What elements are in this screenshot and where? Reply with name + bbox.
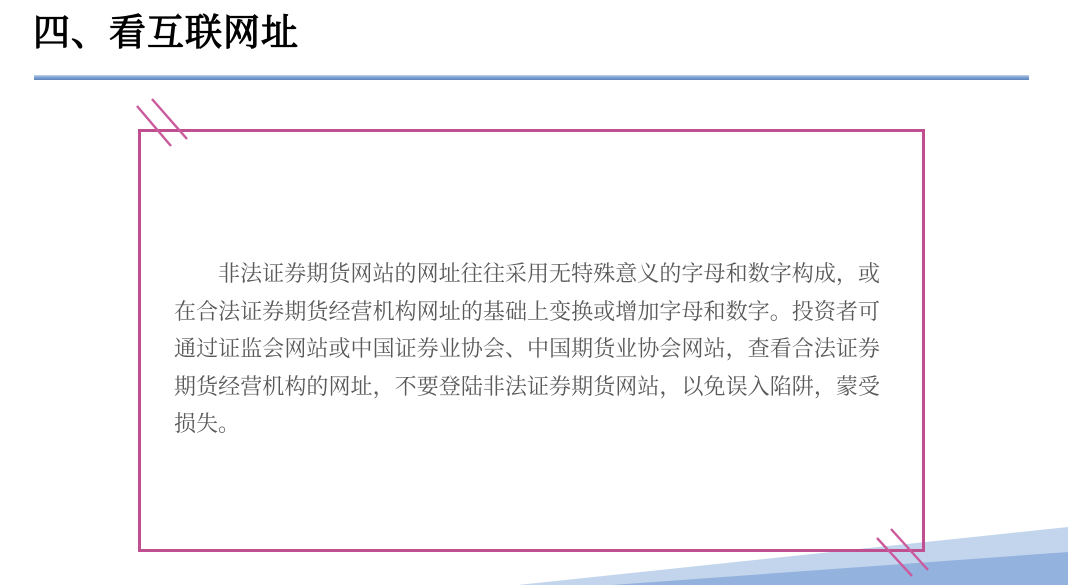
title-underline-rule (34, 75, 1029, 80)
body-paragraph: 非法证券期货网站的网址往往采用无特殊意义的字母和数字构成，或在合法证券期货经营机构网址的基础上变换或增加字母和数字。投资者可通过证监会网站或中国证券业协会、中国期货业协会网站，查看合法证券期货经营机构的网址，不要登陆非法证券期货网站，以免误入陷阱，蒙受损失。 (174, 261, 880, 436)
wedge-medium-triangle (612, 552, 1068, 585)
content-box (138, 129, 925, 552)
page-title: 四、看互联网址 (33, 12, 299, 53)
